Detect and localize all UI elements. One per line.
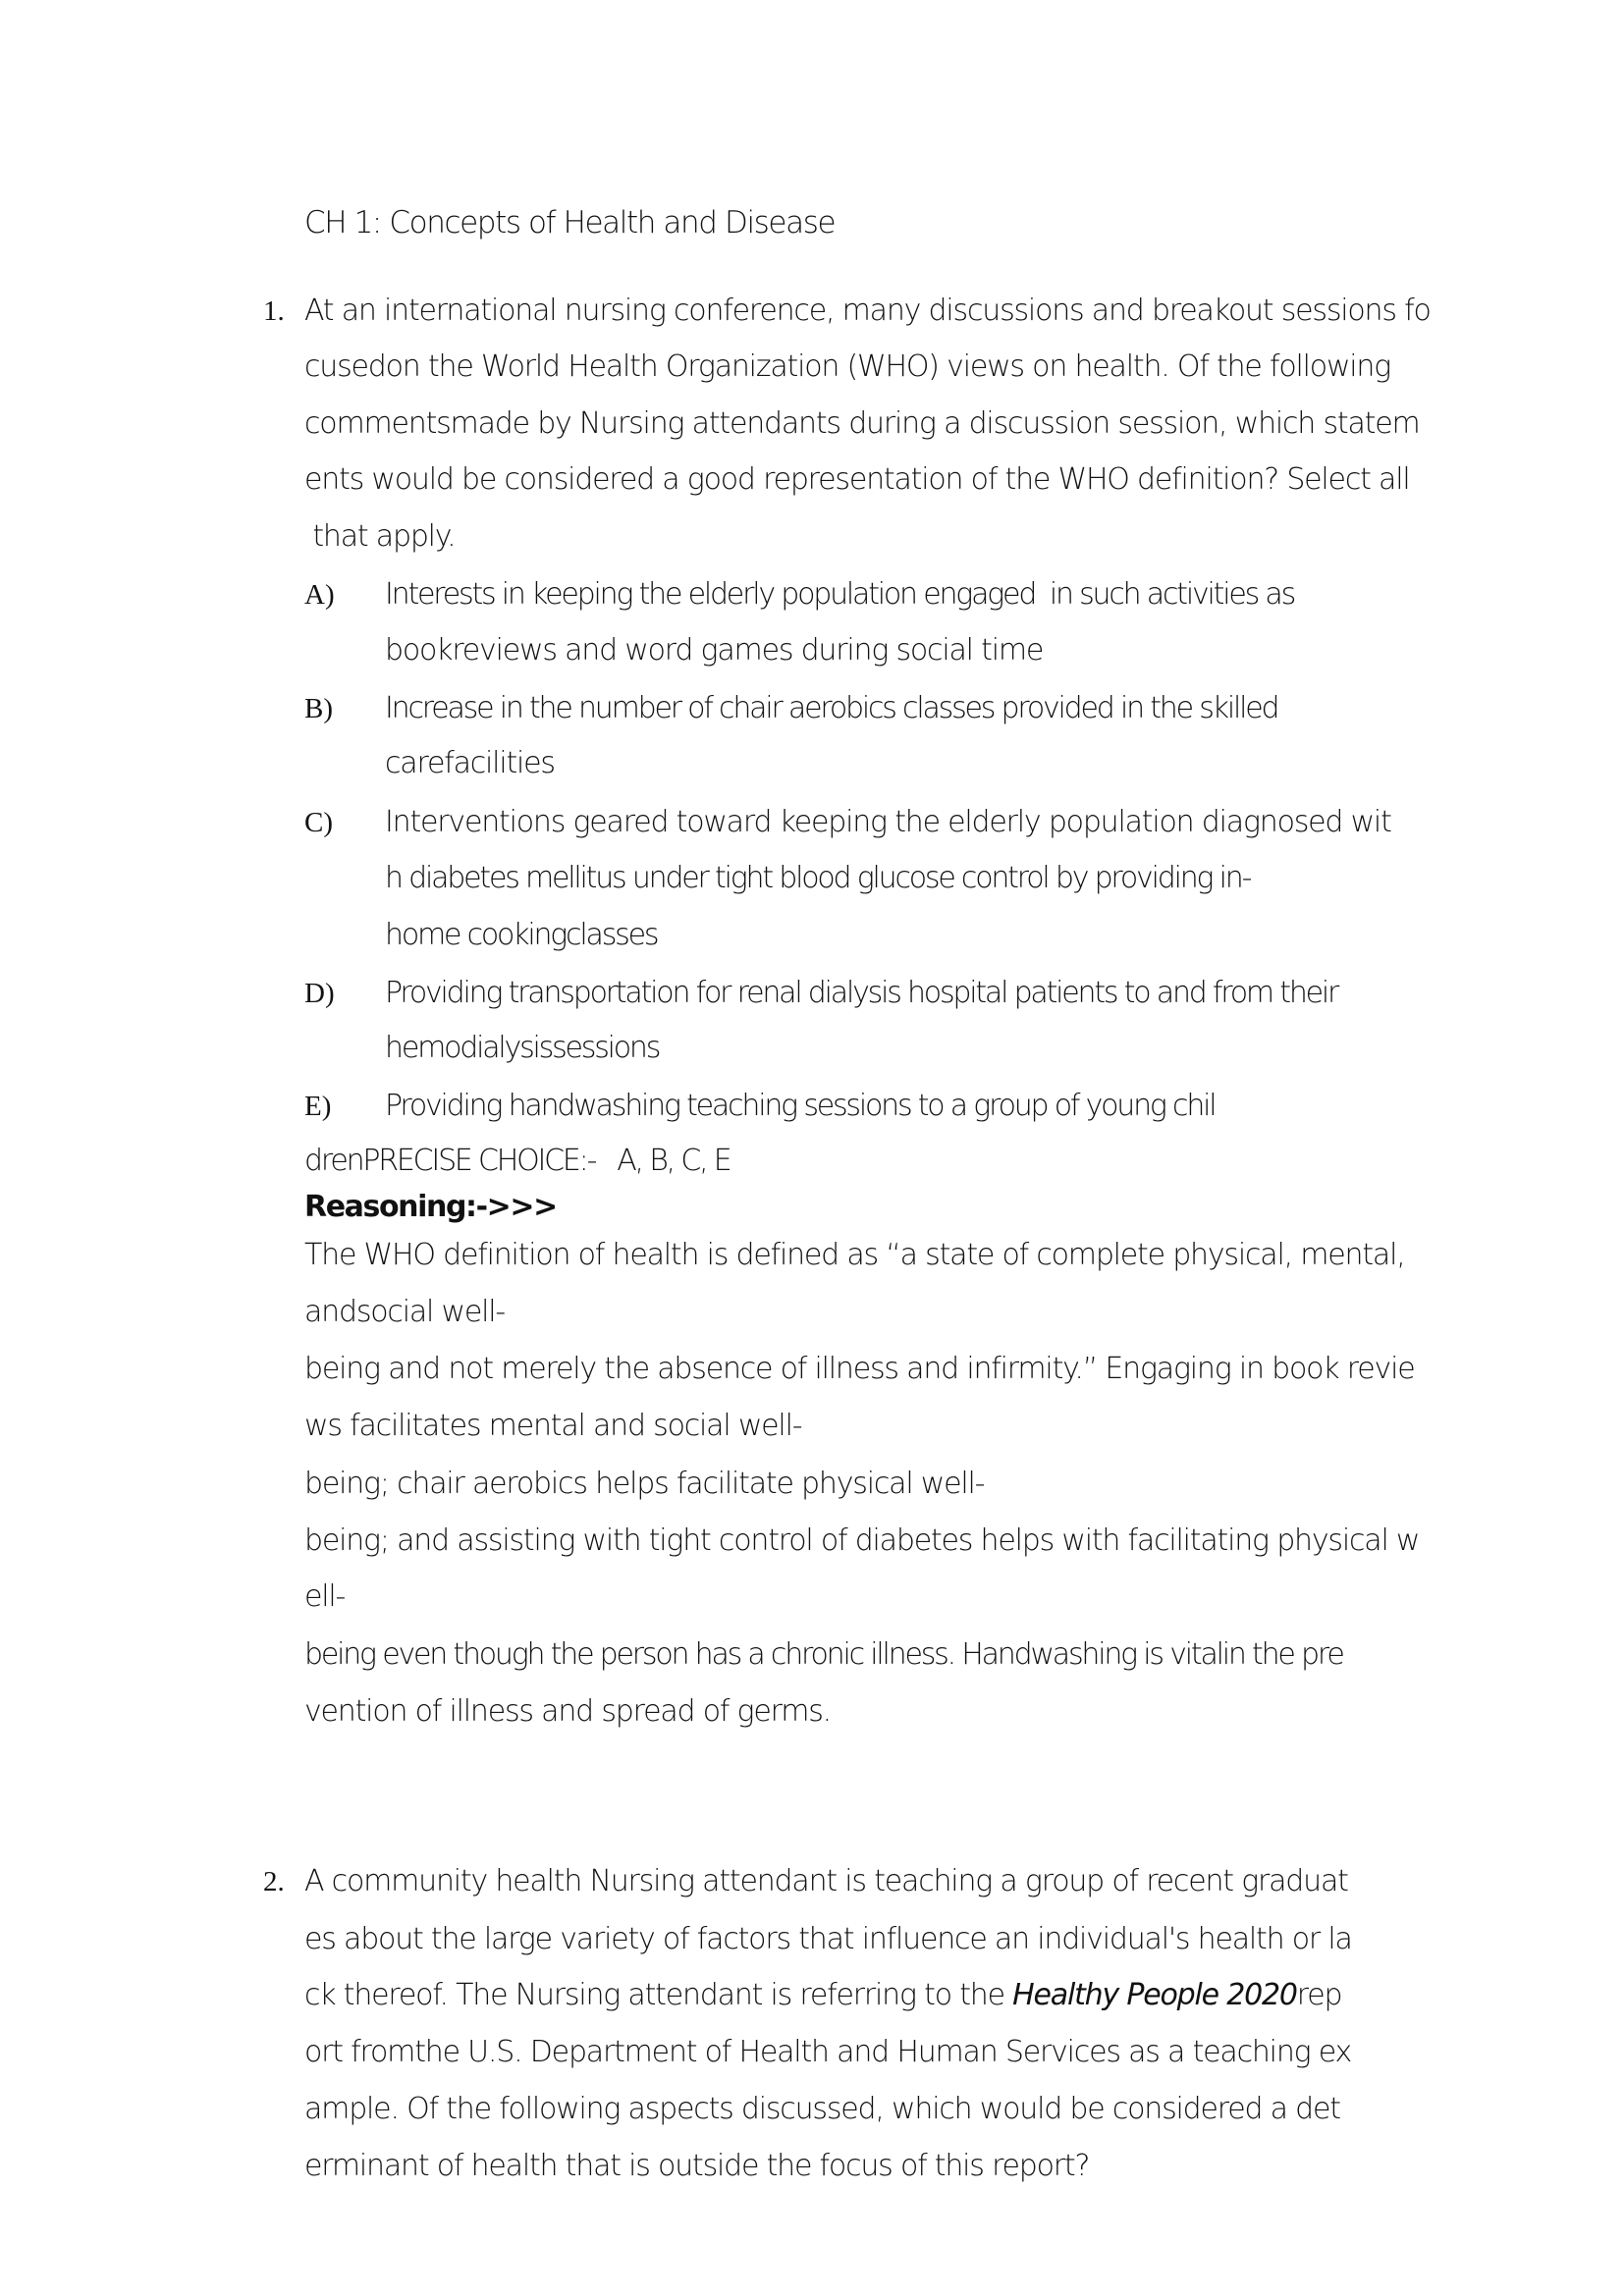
option-letter: C) <box>304 807 333 838</box>
question-stem-line: ort fromthe U.S. Department of Health and Human Services as a teaching ex <box>304 2035 1352 2069</box>
answer-line: drenPRECISE CHOICE:- A, B, C, E <box>304 1144 731 1178</box>
stem-text: ck thereof. The Nursing attendant is referring to the <box>304 1978 1013 2012</box>
question-stem-line: that apply. <box>304 519 456 554</box>
option-text-line: home cookingclasses <box>385 918 658 952</box>
question-stem-line: ents would be considered a good representation of the WHO definition? Select all <box>304 462 1410 497</box>
question-stem-line <box>304 1976 1341 2015</box>
reasoning-line: ws facilitates mental and social well- <box>304 1409 802 1443</box>
reasoning-line: being; chair aerobics helps facilitate physical well- <box>304 1467 985 1501</box>
option-text-line: hemodialysissessions <box>385 1031 660 1065</box>
question-stem-line: ample. Of the following aspects discussed, which would be considered a det <box>304 2092 1340 2126</box>
option-text-line: Interventions geared toward keeping the elderly population diagnosed wit <box>385 805 1391 839</box>
reasoning-line: being; and assisting with tight control of diabetes helps with facilitating physical w <box>304 1523 1420 1558</box>
reasoning-line: The WHO definition of health is defined as “a state of complete physical, mental, <box>304 1238 1405 1272</box>
reasoning-line: andsocial well- <box>304 1295 505 1329</box>
reasoning-label: Reasoning:->>> <box>304 1190 557 1224</box>
reasoning-line: being and not merely the absence of illness and infirmity.” Engaging in book revie <box>304 1352 1415 1386</box>
option-text-line: h diabetes mellitus under tight blood glucose control by providing in- <box>385 861 1251 895</box>
option-text-line: Interests in keeping the elderly population engaged in such activities as <box>385 577 1295 612</box>
stem-text: rep <box>1296 1978 1342 2012</box>
chapter-title: CH 1: Concepts of Health and Disease <box>304 205 836 240</box>
option-text-line: bookreviews and word games during social time <box>385 633 1044 667</box>
option-letter: D) <box>304 978 335 1009</box>
reasoning-line: vention of illness and spread of germs. <box>304 1694 832 1729</box>
reasoning-line: ell- <box>304 1579 346 1614</box>
question-stem-line: cusedon the World Health Organization (WHO) views on health. Of the following <box>304 349 1391 384</box>
option-letter: B) <box>304 693 333 724</box>
option-letter: E) <box>304 1091 332 1122</box>
question-stem-line: commentsmade by Nursing attendants during a discussion session, which statem <box>304 406 1420 441</box>
option-letter: A) <box>304 579 335 611</box>
option-text-line: Providing transportation for renal dialysis hospital patients to and from their <box>385 976 1338 1010</box>
option-text-line: carefacilities <box>385 746 555 780</box>
question-stem-line: A community health Nursing attendant is teaching a group of recent graduat <box>304 1864 1348 1898</box>
option-text-line: Providing handwashing teaching sessions to a group of young chil <box>385 1089 1216 1123</box>
question-stem-line: es about the large variety of factors that influence an individual's health or la <box>304 1922 1352 1956</box>
question-stem-line: At an international nursing conference, many discussions and breakout sessions fo <box>304 294 1431 328</box>
report-title: Healthy People 2020 <box>1012 1978 1297 2012</box>
question-stem-line: erminant of health that is outside the focus of this report? <box>304 2149 1090 2183</box>
option-text-line: Increase in the number of chair aerobics classes provided in the skilled <box>385 691 1278 725</box>
question-number: 1. <box>263 295 285 327</box>
reasoning-line: being even though the person has a chronic illness. Handwashing is vitalin the pre <box>304 1637 1343 1672</box>
question-number: 2. <box>263 1866 285 1897</box>
